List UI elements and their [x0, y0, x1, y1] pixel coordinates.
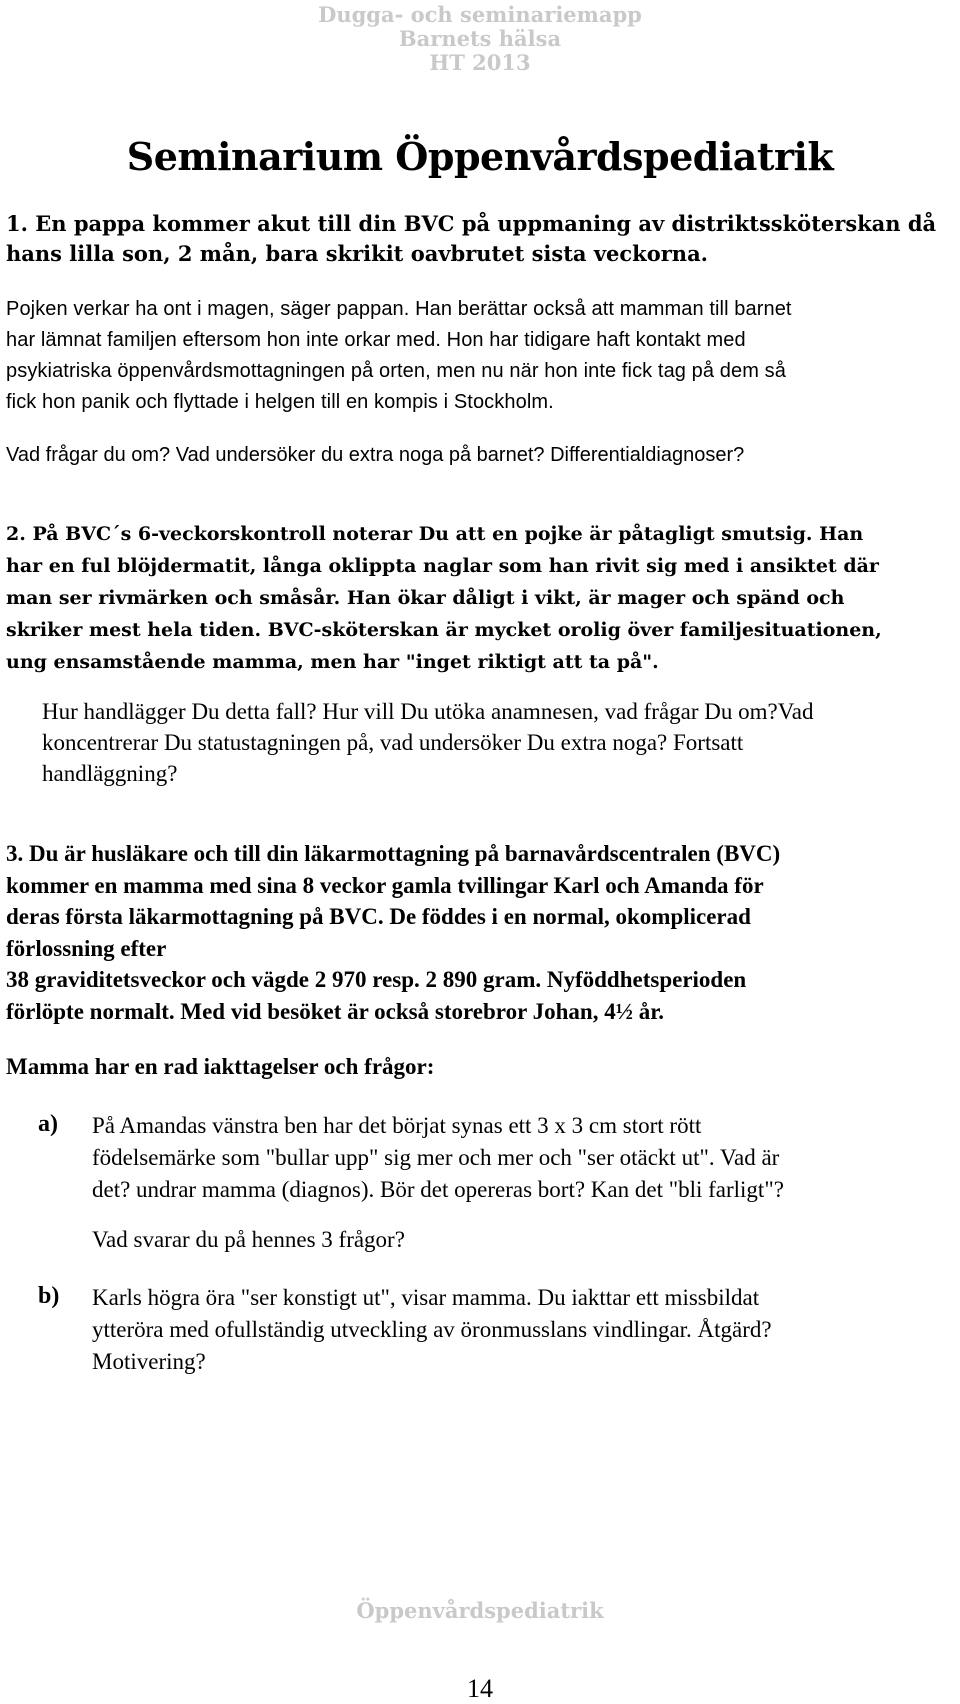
- header-line-term: HT 2013: [429, 50, 531, 75]
- case2-intro-line: 2. På BVC´s 6-veckorskontroll noterar Du att en pojke är påtagligt smutsig. Han: [6, 523, 864, 545]
- case2-intro-line: ung ensamstående mamma, men har "inget riktigt att ta på".: [6, 651, 659, 673]
- case2-question-line: koncentrerar Du statustagningen på, vad undersöker Du extra noga? Fortsatt: [42, 730, 744, 755]
- case1-story-line: fick hon panik och flyttade i helgen till en kompis i Stockholm.: [6, 391, 554, 413]
- page-title: Seminarium Öppenvårdspediatrik: [126, 134, 834, 179]
- case3-intro-line: kommer en mamma med sina 8 veckor gamla tvillingar Karl och Amanda för: [6, 872, 764, 898]
- case1-question: Vad frågar du om? Vad undersöker du extra noga på barnet? Differentialdiagnoser?: [6, 444, 745, 466]
- case3-intro: [6, 838, 780, 1028]
- item-b-line: Motivering?: [92, 1349, 206, 1374]
- case2-question-line: handläggning?: [42, 761, 178, 786]
- item-a-line: På Amandas vänstra ben har det börjat synas ett 3 x 3 cm stort rött: [92, 1113, 702, 1138]
- header-line-topic: Barnets hälsa: [398, 26, 562, 51]
- case1-intro: [6, 209, 936, 269]
- case1-story: [6, 294, 792, 418]
- item-a-label: a): [38, 1111, 58, 1137]
- item-a-followup: Vad svarar du på hennes 3 frågor?: [92, 1227, 405, 1252]
- case1-intro-line: hans lilla son, 2 mån, bara skrikit oavbrutet sista veckorna.: [6, 241, 708, 266]
- case1-story-line: psykiatriska öppenvårdsmottagningen på orten, men nu när hon inte fick tag på dem så: [6, 360, 786, 382]
- case2-intro: [6, 518, 882, 678]
- case2-question: [42, 696, 814, 789]
- item-b-label: b): [38, 1283, 60, 1309]
- case2-intro-line: man ser rivmärken och småsår. Han ökar dåligt i vikt, är mager och spänd och: [6, 587, 845, 609]
- item-b-text: [92, 1282, 772, 1378]
- case2-intro-line: har en ful blöjdermatit, långa oklippta naglar som han rivit sig med i ansiktet där: [6, 555, 879, 577]
- case3-subheading: Mamma har en rad iakttagelser och frågor:: [6, 1054, 435, 1079]
- case3-intro-line: förlossning efter: [6, 935, 167, 961]
- case2-question-line: Hur handlägger Du detta fall? Hur vill Du utöka anamnesen, vad frågar Du om?Vad: [42, 699, 814, 724]
- header-line-course: Dugga- och seminariemapp: [318, 2, 642, 27]
- case1-story-line: Pojken verkar ha ont i magen, säger pappan. Han berättar också att mamman till barnet: [6, 298, 792, 320]
- case1-intro-line: 1. En pappa kommer akut till din BVC på uppmaning av distriktssköterskan då: [6, 211, 937, 236]
- footer-title: Öppenvårdspediatrik: [356, 1598, 604, 1623]
- case3-intro-line: förlöpte normalt. Med vid besöket är också storebror Johan, 4½ år.: [6, 998, 665, 1024]
- item-b-line: ytteröra med ofullständig utveckling av öronmusslans vindlingar. Åtgärd?: [92, 1317, 772, 1342]
- case3-intro-line: deras första läkarmottagning på BVC. De föddes i en normal, okomplicerad: [6, 904, 751, 930]
- case3-intro-line: 3. Du är husläkare och till din läkarmottagning på barnavårdscentralen (BVC): [6, 841, 781, 866]
- case2-intro-line: skriker mest hela tiden. BVC-sköterskan är mycket orolig över familjesituationen,: [6, 619, 882, 641]
- item-a-line: det? undrar mamma (diagnos). Bör det opereras bort? Kan det "bli farligt"?: [92, 1177, 784, 1202]
- item-a-line: födelsemärke som "bullar upp" sig mer och mer och "ser otäckt ut". Vad är: [92, 1145, 780, 1170]
- case1-story-line: har lämnat familjen eftersom hon inte orkar med. Hon har tidigare haft kontakt med: [6, 329, 746, 351]
- item-b-line: Karls högra öra "ser konstigt ut", visar mamma. Du iakttar ett missbildat: [92, 1285, 760, 1310]
- item-a-text: [92, 1110, 784, 1206]
- page-number: 14: [467, 1674, 493, 1703]
- case3-intro-line: 38 graviditetsveckor och vägde 2 970 resp. 2 890 gram. Nyföddhetsperioden: [6, 967, 747, 993]
